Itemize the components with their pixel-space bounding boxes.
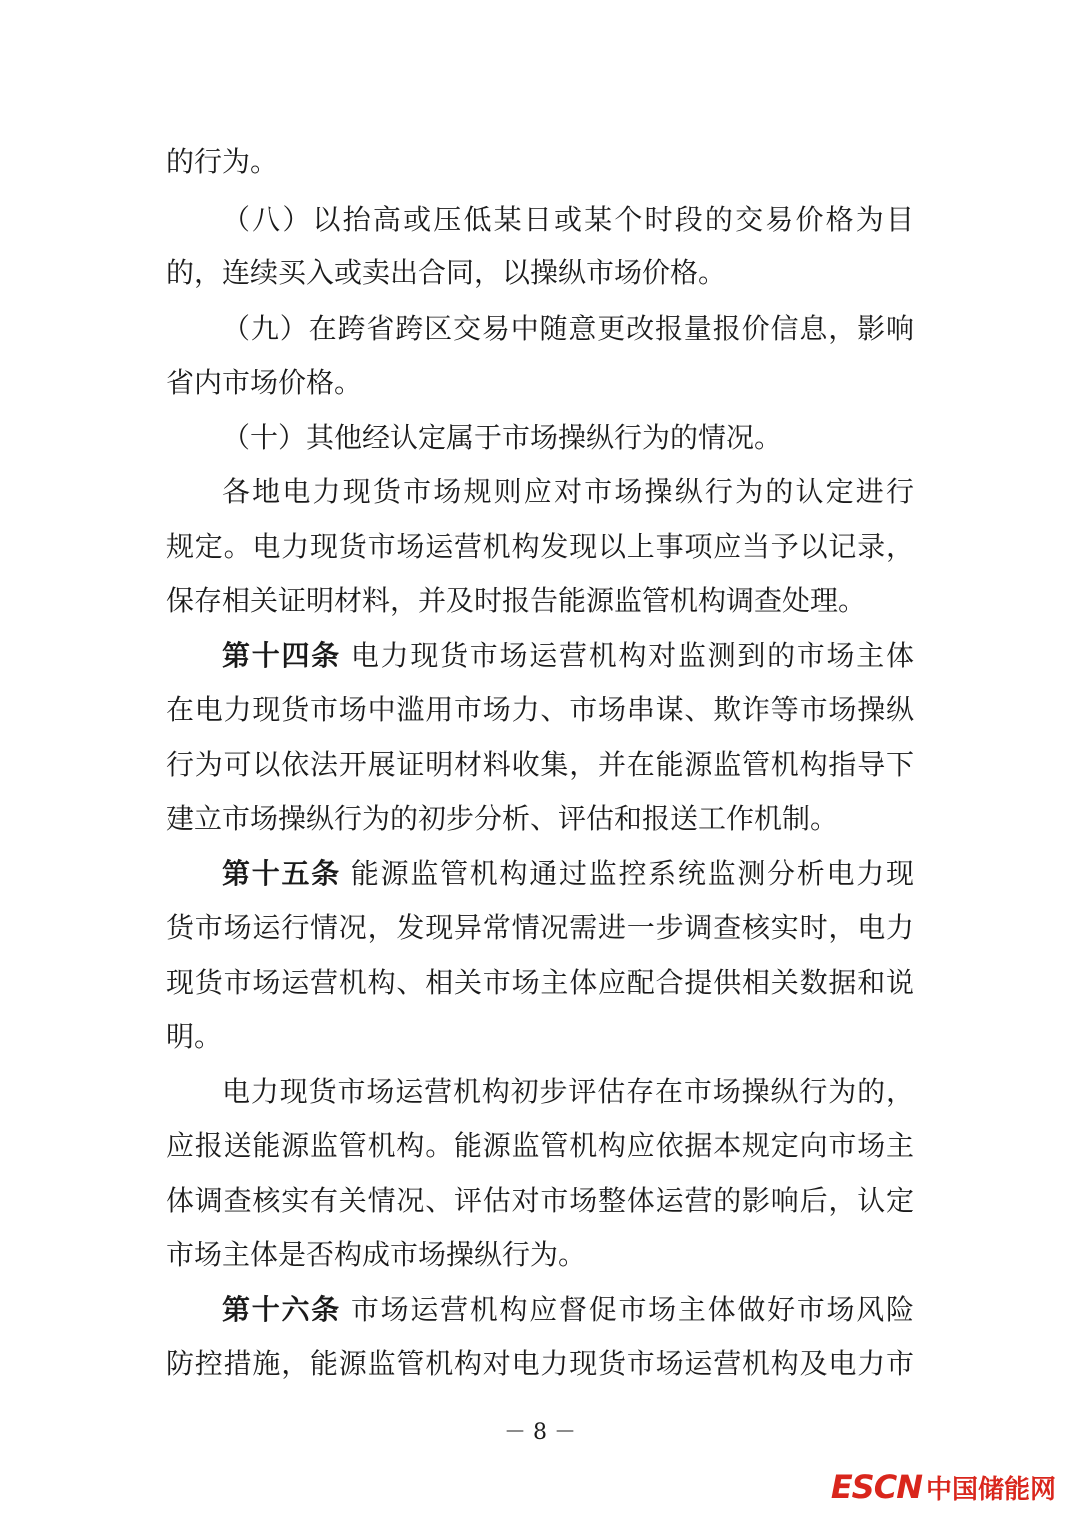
article-heading-line: 第十六条 市场运营机构应督促市场主体做好市场风险 bbox=[222, 1293, 914, 1326]
text-line: 建立市场操纵行为的初步分析、评估和报送工作机制。 bbox=[166, 802, 839, 835]
text-line: 行为可以依法开展证明材料收集，并在能源监管机构指导下 bbox=[166, 748, 914, 781]
text-line: 的，连续买入或卖出合同，以操纵市场价格。 bbox=[166, 256, 727, 289]
article-number-14: 第十四条 bbox=[222, 639, 341, 672]
text-line: 市场主体是否构成市场操纵行为。 bbox=[166, 1238, 587, 1271]
text-line: 在电力现货市场中滥用市场力、市场串谋、欺诈等市场操纵 bbox=[166, 693, 914, 726]
text-line: 体调查核实有关情况、评估对市场整体运营的影响后，认定 bbox=[166, 1184, 914, 1217]
article-number-15: 第十五条 bbox=[222, 857, 341, 890]
text-line: （十）其他经认定属于市场操纵行为的情况。 bbox=[222, 421, 783, 454]
text-line: 货市场运行情况，发现异常情况需进一步调查核实时，电力 bbox=[166, 911, 914, 944]
text-line: 防控措施，能源监管机构对电力现货市场运营机构及电力市 bbox=[166, 1347, 914, 1380]
text-line: （九）在跨省跨区交易中随意更改报量报价信息，影响 bbox=[222, 312, 914, 345]
article-number-16: 第十六条 bbox=[222, 1293, 341, 1326]
text-line: 电力现货市场运营机构初步评估存在市场操纵行为的， bbox=[222, 1075, 914, 1108]
text-line: 现货市场运营机构、相关市场主体应配合提供相关数据和说 bbox=[166, 966, 914, 999]
article-heading-line: 第十四条 电力现货市场运营机构对监测到的市场主体 bbox=[222, 639, 914, 672]
text-line: 的行为。 bbox=[166, 145, 279, 178]
watermark-cjk: 中国储能网 bbox=[925, 1475, 1056, 1505]
article-heading-line: 第十五条 能源监管机构通过监控系统监测分析电力现 bbox=[222, 857, 914, 890]
escn-watermark-logo bbox=[831, 1467, 1056, 1507]
page-number: － 8 － bbox=[504, 1420, 576, 1445]
watermark-latin: ESCN bbox=[830, 1468, 922, 1506]
text-line: 应报送能源监管机构。能源监管机构应依据本规定向市场主 bbox=[166, 1129, 914, 1162]
text-line: 规定。电力现货市场运营机构发现以上事项应当予以记录， bbox=[166, 530, 914, 563]
text-line: 各地电力现货市场规则应对市场操纵行为的认定进行 bbox=[222, 475, 914, 508]
text-line: 保存相关证明材料，并及时报告能源监管机构调查处理。 bbox=[166, 584, 867, 617]
text-line: （八）以抬高或压低某日或某个时段的交易价格为目 bbox=[222, 203, 914, 236]
text-line: 省内市场价格。 bbox=[166, 366, 363, 399]
text-line: 明。 bbox=[166, 1020, 223, 1053]
